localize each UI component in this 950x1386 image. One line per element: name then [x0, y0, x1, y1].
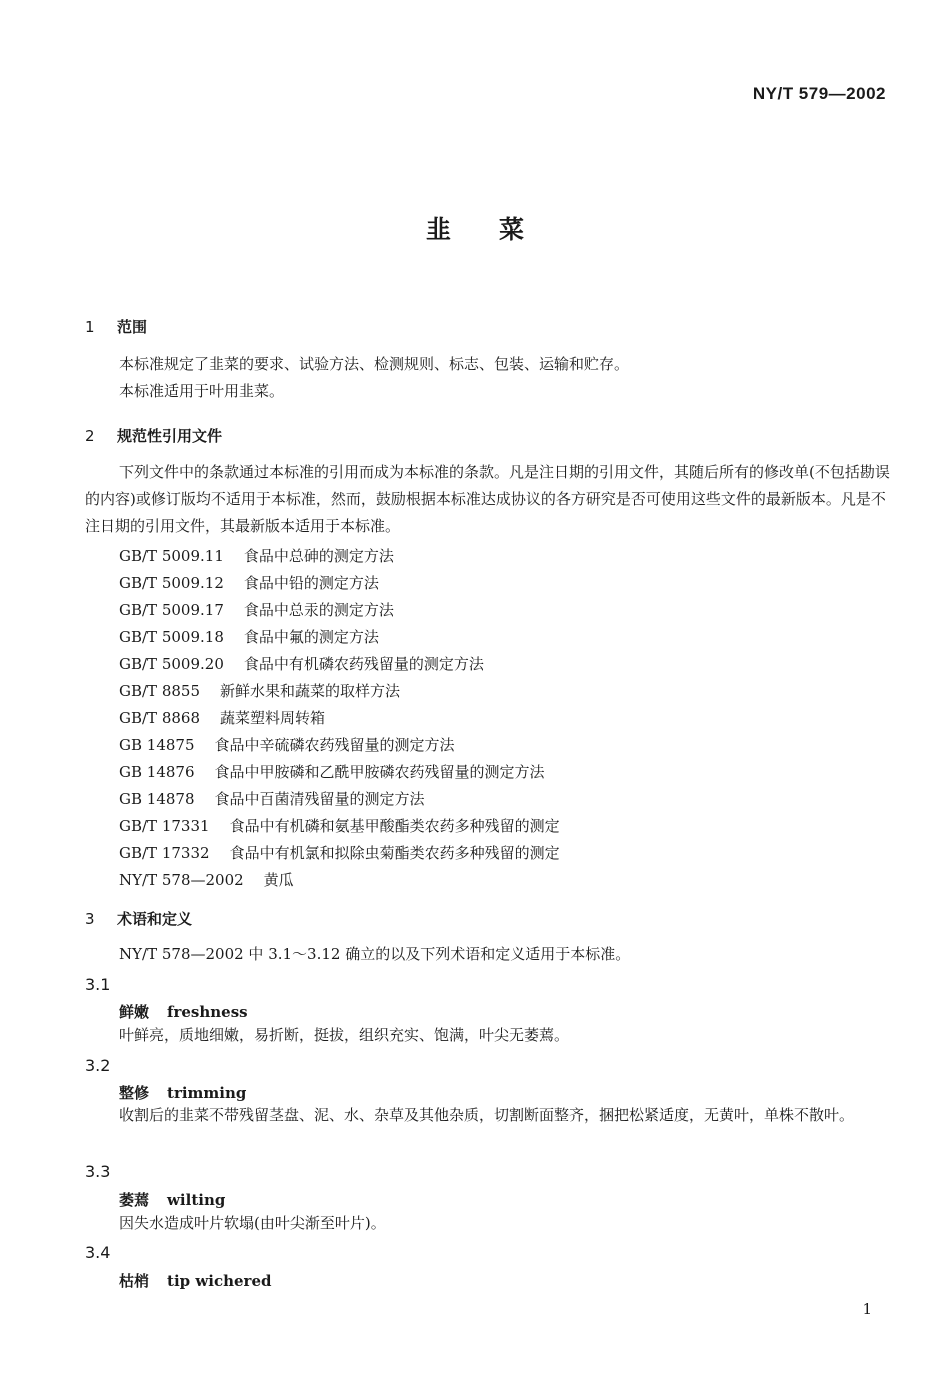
section-title: 范围	[117, 318, 148, 336]
reference-title: 食品中百菌清残留量的测定方法	[214, 790, 425, 808]
term-number: 3.3	[85, 1162, 111, 1181]
reference-code: GB/T 8868	[119, 709, 201, 727]
term-heading	[119, 1001, 248, 1022]
reference-code: GB/T 17332	[119, 844, 210, 862]
term-zh: 鲜嫩	[119, 1003, 150, 1021]
section-2-intro: 下列文件中的条款通过本标准的引用而成为本标准的条款。凡是注日期的引用文件，其随后所有的修改单(不包括勘误的内容)或修订版均不适用于本标准，然而，鼓励根据本标准达成协议的各方研究是否可使用这些文件的最新版本。凡是不注日期的引用文件，其最新版本适用于本标准。	[85, 463, 890, 535]
standard-code: NY/T 579—2002	[752, 84, 886, 103]
section-1-paragraph-2: 本标准适用于叶用韭菜。	[119, 382, 285, 400]
section-3-heading	[85, 908, 192, 929]
reference-title: 食品中甲胺磷和乙酰甲胺磷农药残留量的测定方法	[214, 763, 545, 781]
reference-item	[119, 815, 560, 836]
term-heading	[119, 1189, 225, 1210]
document-title: 韭菜	[425, 215, 572, 244]
reference-item	[119, 545, 394, 566]
reference-item	[119, 761, 545, 782]
section-number: 3	[85, 910, 95, 928]
reference-title: 食品中总汞的测定方法	[243, 601, 394, 619]
reference-item	[119, 599, 394, 620]
reference-code: GB/T 5009.20	[119, 655, 224, 673]
page-number: 1	[862, 1300, 872, 1318]
reference-title: 食品中有机氯和拟除虫菊酯类农药多种残留的测定	[229, 844, 560, 862]
reference-item	[119, 707, 325, 728]
reference-item	[119, 680, 400, 701]
term-en: trimming	[167, 1084, 247, 1102]
reference-code: NY/T 578—2002	[119, 871, 244, 889]
reference-code: GB 14876	[119, 763, 195, 781]
section-2-heading	[85, 425, 222, 446]
reference-code: GB/T 5009.11	[119, 547, 224, 565]
reference-title: 食品中有机磷农药残留量的测定方法	[243, 655, 484, 673]
reference-code: GB/T 5009.12	[119, 574, 224, 592]
reference-code: GB 14875	[119, 736, 195, 754]
reference-item	[119, 869, 294, 890]
term-en: wilting	[167, 1191, 226, 1209]
term-zh: 萎蔫	[119, 1191, 150, 1209]
term-zh: 整修	[119, 1084, 150, 1102]
section-1-heading	[85, 316, 147, 337]
reference-title: 食品中氟的测定方法	[243, 628, 379, 646]
reference-item	[119, 734, 455, 755]
term-number: 3.2	[85, 1056, 111, 1075]
term-zh: 枯梢	[119, 1272, 150, 1290]
term-en: tip wichered	[167, 1272, 272, 1290]
reference-title: 食品中总砷的测定方法	[243, 547, 394, 565]
reference-code: GB/T 8855	[119, 682, 201, 700]
reference-title: 食品中辛硫磷农药残留量的测定方法	[214, 736, 455, 754]
reference-title: 食品中铅的测定方法	[243, 574, 379, 592]
reference-item	[119, 626, 379, 647]
reference-code: GB/T 5009.18	[119, 628, 224, 646]
section-number: 1	[85, 318, 95, 336]
section-1-paragraph-1: 本标准规定了韭菜的要求、试验方法、检测规则、标志、包装、运输和贮存。	[119, 355, 630, 373]
term-number: 3.4	[85, 1243, 111, 1262]
reference-item	[119, 842, 560, 863]
reference-title: 食品中有机磷和氨基甲酸酯类农药多种残留的测定	[229, 817, 560, 835]
term-definition: 叶鲜亮，质地细嫩，易折断，挺拔，组织充实、饱满，叶尖无萎蔫。	[119, 1026, 570, 1044]
reference-code: GB/T 17331	[119, 817, 210, 835]
term-definition: 收割后的韭菜不带残留茎盘、泥、水、杂草及其他杂质，切割断面整齐，捆把松紧适度，无黄叶，单株不散叶。	[119, 1106, 855, 1124]
term-heading	[119, 1270, 271, 1291]
reference-item	[119, 653, 484, 674]
reference-code: GB 14878	[119, 790, 195, 808]
reference-title: 蔬菜塑料周转箱	[220, 709, 326, 727]
term-en: freshness	[167, 1003, 248, 1021]
term-heading	[119, 1082, 246, 1103]
reference-item	[119, 572, 379, 593]
reference-item	[119, 788, 425, 809]
term-number: 3.1	[85, 975, 111, 994]
reference-code: GB/T 5009.17	[119, 601, 224, 619]
term-definition: 因失水造成叶片软塌(由叶尖渐至叶片)。	[119, 1214, 386, 1232]
reference-title: 黄瓜	[263, 871, 294, 889]
section-title: 术语和定义	[117, 910, 193, 928]
reference-title: 新鲜水果和蔬菜的取样方法	[220, 682, 401, 700]
section-3-intro: NY/T 578—2002 中 3.1～3.12 确立的以及下列术语和定义适用于本标准。	[119, 945, 631, 963]
section-title: 规范性引用文件	[117, 427, 223, 445]
section-number: 2	[85, 427, 95, 445]
